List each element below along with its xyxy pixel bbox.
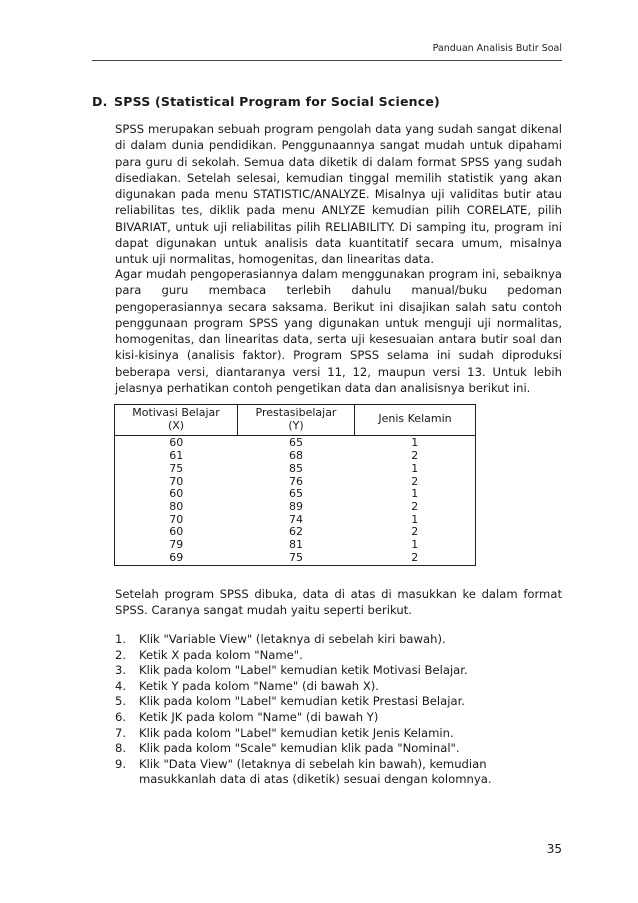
- table-cell: 68: [289, 449, 303, 463]
- step-number: 7.: [115, 725, 127, 740]
- table-cell: 1: [355, 514, 476, 527]
- table-cell: 65: [289, 487, 303, 501]
- step-text: Ketik X pada kolom "Name".: [139, 647, 303, 662]
- step-item: [115, 648, 562, 664]
- table-cell: 81: [289, 538, 303, 552]
- paragraph-usage: Agar mudah pengoperasiannya dalam menggunakan program ini, sebaiknya para guru membaca terlebih dahulu manual/buku pedoman pengoperasiannya secara saksama. Berikut ini disajikan salah satu contoh penggunaan program SPSS yang digunakan untuk menguji uji normalitas, homogenitas, dan linearitas data, serta uji kesesuaian antara butir soal dan kisi-kisinya (analisis faktor). Program SPSS selama ini sudah diproduksi beberapa versi, diantaranya versi 11, 12, maupun versi 13. Untuk lebih jelasnya perhatikan contoh pengetikan data dan analisisnya berikut ini.: [115, 267, 562, 396]
- header-gender-label: Jenis Kelamin: [378, 412, 452, 426]
- table-row: [115, 463, 476, 476]
- paragraph-steps-intro: Setelah program SPSS dibuka, data di atas di masukkan ke dalam format SPSS. Caranya sangat mudah yaitu seperti berikut.: [115, 587, 562, 618]
- header-divider: [92, 60, 562, 61]
- table-cell: 75: [115, 463, 238, 476]
- table-cell: 61: [115, 450, 238, 463]
- table-cell: 1: [355, 463, 476, 476]
- table-header-gender: [355, 405, 476, 436]
- header-y-symbol: (Y): [288, 418, 304, 432]
- table-cell: 60: [115, 526, 238, 539]
- step-text: Klik pada kolom "Label" kemudian ketik Prestasi Belajar.: [139, 694, 465, 709]
- header-x-symbol: (X): [167, 418, 185, 432]
- steps-list: [115, 632, 562, 788]
- header-y-label: Prestasibelajar: [255, 406, 337, 419]
- step-number: 6.: [115, 709, 127, 724]
- table-header-row: [115, 405, 476, 436]
- step-text: Klik "Data View" (letaknya di sebelah kin bawah), kemudian masukkanlah data di atas (diketik) sesuai dengan kolomnya.: [139, 756, 492, 787]
- table-cell: 89: [289, 499, 303, 513]
- table-cell: 2: [355, 552, 476, 566]
- step-item: [115, 663, 562, 679]
- table-row: [115, 552, 476, 566]
- step-item: [115, 726, 562, 742]
- step-text: Klik pada kolom "Label" kemudian ketik Motivasi Belajar.: [139, 663, 468, 678]
- section-title: SPSS (Statistical Program for Social Science): [114, 94, 440, 109]
- table-row: [115, 501, 476, 514]
- step-item: [115, 632, 562, 648]
- table-cell: 85: [289, 461, 303, 475]
- table-cell: 2: [355, 476, 476, 489]
- step-number: 3.: [115, 663, 127, 678]
- table-cell: 80: [115, 501, 238, 514]
- step-number: 8.: [115, 741, 127, 756]
- table-row: [115, 539, 476, 552]
- table-cell: 1: [355, 539, 476, 552]
- table-cell: 75: [238, 552, 355, 566]
- table-cell: 1: [355, 488, 476, 501]
- table-cell: 70: [115, 514, 238, 527]
- step-item: [115, 710, 562, 726]
- step-number: 9.: [115, 756, 127, 771]
- paragraph-intro: SPSS merupakan sebuah program pengolah data yang sudah sangat dikenal di dalam dunia pendidikan. Penggunaannya sangat mudah untuk dipahami para guru di sekolah. Semua data diketik di dalam format SPSS yang sudah disediakan. Setelah selesai, kemudian tinggal memilih statistik yang akan digunakan pada menu STATISTIC/ANALYZE. Misalnya uji validitas butir atau reliabilitas tes, diklik pada menu ANLYZE kemudian pilih CORELATE, pilih BIVARIAT, untuk uji reliabilitas pilih RELIABILITY. Di samping itu, program ini dapat digunakan untuk analisis data kuantitatif secara umum, misalnya untuk uji normalitas, homogenitas, dan linearitas data.: [115, 122, 562, 267]
- section-letter: D.: [92, 94, 108, 109]
- table-cell: 60: [115, 488, 238, 501]
- step-number: 5.: [115, 694, 127, 709]
- step-item: [115, 741, 562, 757]
- table-cell: 76: [289, 474, 303, 488]
- table-cell: 1: [355, 436, 476, 450]
- table-cell: 2: [355, 450, 476, 463]
- table-cell: 70: [115, 476, 238, 489]
- step-number: 1.: [115, 632, 127, 646]
- data-table: [114, 404, 476, 566]
- step-text: Klik pada kolom "Scale" kemudian klik pada "Nominal".: [139, 741, 460, 756]
- table-cell: 2: [355, 501, 476, 514]
- step-item: [115, 694, 562, 710]
- table-cell: 60: [115, 436, 238, 450]
- table-cell: 69: [115, 552, 238, 566]
- page-number: 35: [546, 842, 562, 856]
- step-text: Klik pada kolom "Label" kemudian ketik Jenis Kelamin.: [139, 725, 454, 740]
- table-cell: 65: [289, 436, 303, 450]
- step-text: Klik "Variable View" (letaknya di sebelah kiri bawah).: [139, 632, 446, 646]
- table-row: [115, 450, 476, 463]
- table-cell: 2: [355, 526, 476, 539]
- step-text: Ketik JK pada kolom "Name" (di bawah Y): [139, 709, 379, 724]
- step-text: Ketik Y pada kolom "Name" (di bawah X).: [139, 678, 379, 693]
- running-header: Panduan Analisis Butir Soal: [432, 43, 562, 54]
- section-heading: [92, 94, 440, 109]
- table-row: [115, 436, 476, 450]
- step-item: [115, 757, 562, 788]
- step-number: 4.: [115, 678, 127, 693]
- step-item: [115, 679, 562, 695]
- table-cell: 74: [289, 512, 303, 526]
- step-number: 2.: [115, 647, 127, 662]
- table-cell: 62: [289, 525, 303, 539]
- table-header-y: [238, 405, 355, 436]
- table-cell: 79: [115, 539, 238, 552]
- table-header-x: [115, 405, 238, 436]
- header-x-label: Motivasi Belajar: [132, 406, 220, 419]
